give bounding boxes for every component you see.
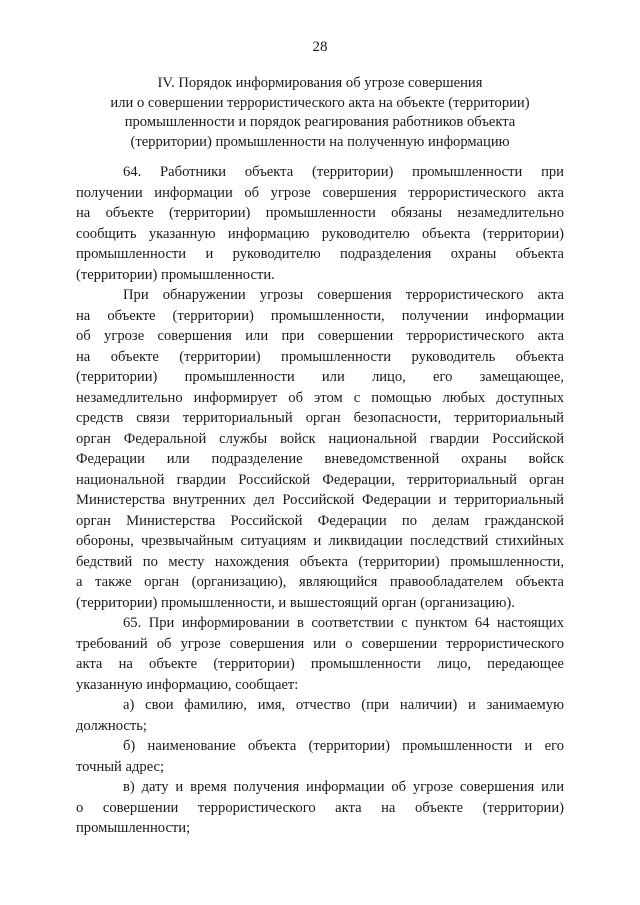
paragraph-detection-line: на объекте (территории) промышленности, получении информации — [76, 307, 564, 324]
paragraph-detection-line: Министерства внутренних дел Российской Федерации и территориальный — [76, 492, 564, 508]
paragraph-detection-line: обороны, чрезвычайным ситуациям и ликвидации последствий стихийных — [76, 533, 564, 549]
paragraph-detection-line: (территории) промышленности или лицо, его замещающее, — [76, 369, 564, 385]
paragraph-64-line: (территории) промышленности. — [76, 266, 275, 283]
paragraph-detection-line: При обнаружении угрозы совершения террористического акта — [123, 287, 564, 303]
page-number: 28 — [312, 39, 328, 55]
paragraph-detection-line: об угрозе совершения или при совершении террористического акта — [76, 328, 564, 344]
paragraph-64-line: 64. Работники объекта (территории) промышленности при — [123, 164, 564, 180]
paragraph-64-line: промышленности и руководителю подразделения охраны объекта — [76, 246, 564, 262]
paragraph-64-line: получении информации об угрозе совершения террористического акта — [76, 184, 564, 201]
list-item-b-line: точный адрес; — [76, 758, 165, 775]
paragraph-65-line: акта на объекте (территории) промышленности лицо, передающее — [76, 656, 564, 672]
list-item-a-line: а) свои фамилию, имя, отчество (при наличии) и занимаемую — [123, 697, 564, 713]
paragraph-detection-line: средств связи территориальный орган безопасности, территориальный — [76, 410, 564, 426]
heading-line: IV. Порядок информирования об угрозе совершения — [157, 75, 483, 91]
list-item-a-line: должность; — [76, 717, 147, 734]
paragraph-detection-line: бедствий по месту нахождения объекта (территории) промышленности, — [76, 553, 564, 570]
list-item-b-line: б) наименование объекта (территории) промышленности и его — [123, 738, 564, 754]
section-heading — [76, 74, 564, 152]
paragraph-64-line: на объекте (территории) промышленности обязаны незамедлительно — [76, 205, 564, 221]
paragraph-65-line: требований об угрозе совершения или о совершении террористического — [76, 635, 564, 652]
paragraph-detection-line: орган Министерства Российской Федерации по делам гражданской — [76, 512, 564, 529]
paragraph-detection-line: (территории) промышленности, и вышестоящий орган (организацию). — [76, 594, 515, 611]
heading-line: промышленности и порядок реагирования работников объекта — [124, 114, 516, 130]
list-item-v-line: промышленности; — [76, 820, 191, 836]
heading-line: или о совершении террористического акта на объекте (территории) — [110, 94, 530, 111]
paragraph-65-line: 65. При информировании в соответствии с пунктом 64 настоящих — [123, 615, 564, 631]
paragraph-detection-line: орган Федеральной службы войск национальной гвардии Российской — [76, 430, 564, 447]
paragraph-detection-line: а также орган (организацию), являющийся правообладателем объекта — [76, 574, 564, 590]
paragraph-detection-line: на объекте (территории) промышленности руководитель объекта — [76, 348, 564, 365]
list-item-v-line: в) дату и время получения информации об угрозе совершения или — [123, 779, 564, 795]
paragraph-65-line: указанную информацию, сообщает: — [76, 676, 299, 693]
body-text — [76, 162, 564, 839]
list-item-v-line: о совершении террористического акта на объекте (территории) — [76, 799, 564, 816]
paragraph-detection-line: национальной гвардии Российской Федерации, территориальный орган — [76, 471, 564, 488]
paragraph-detection-line: незамедлительно информирует об этом с помощью любых доступных — [76, 389, 564, 406]
heading-line: (территории) промышленности на полученную информацию — [130, 133, 510, 150]
paragraph-detection-line: Федерации или подразделение вневедомственной охраны войск — [76, 451, 564, 467]
paragraph-64-line: сообщить указанную информацию руководителю объекта (территории) — [76, 225, 564, 242]
